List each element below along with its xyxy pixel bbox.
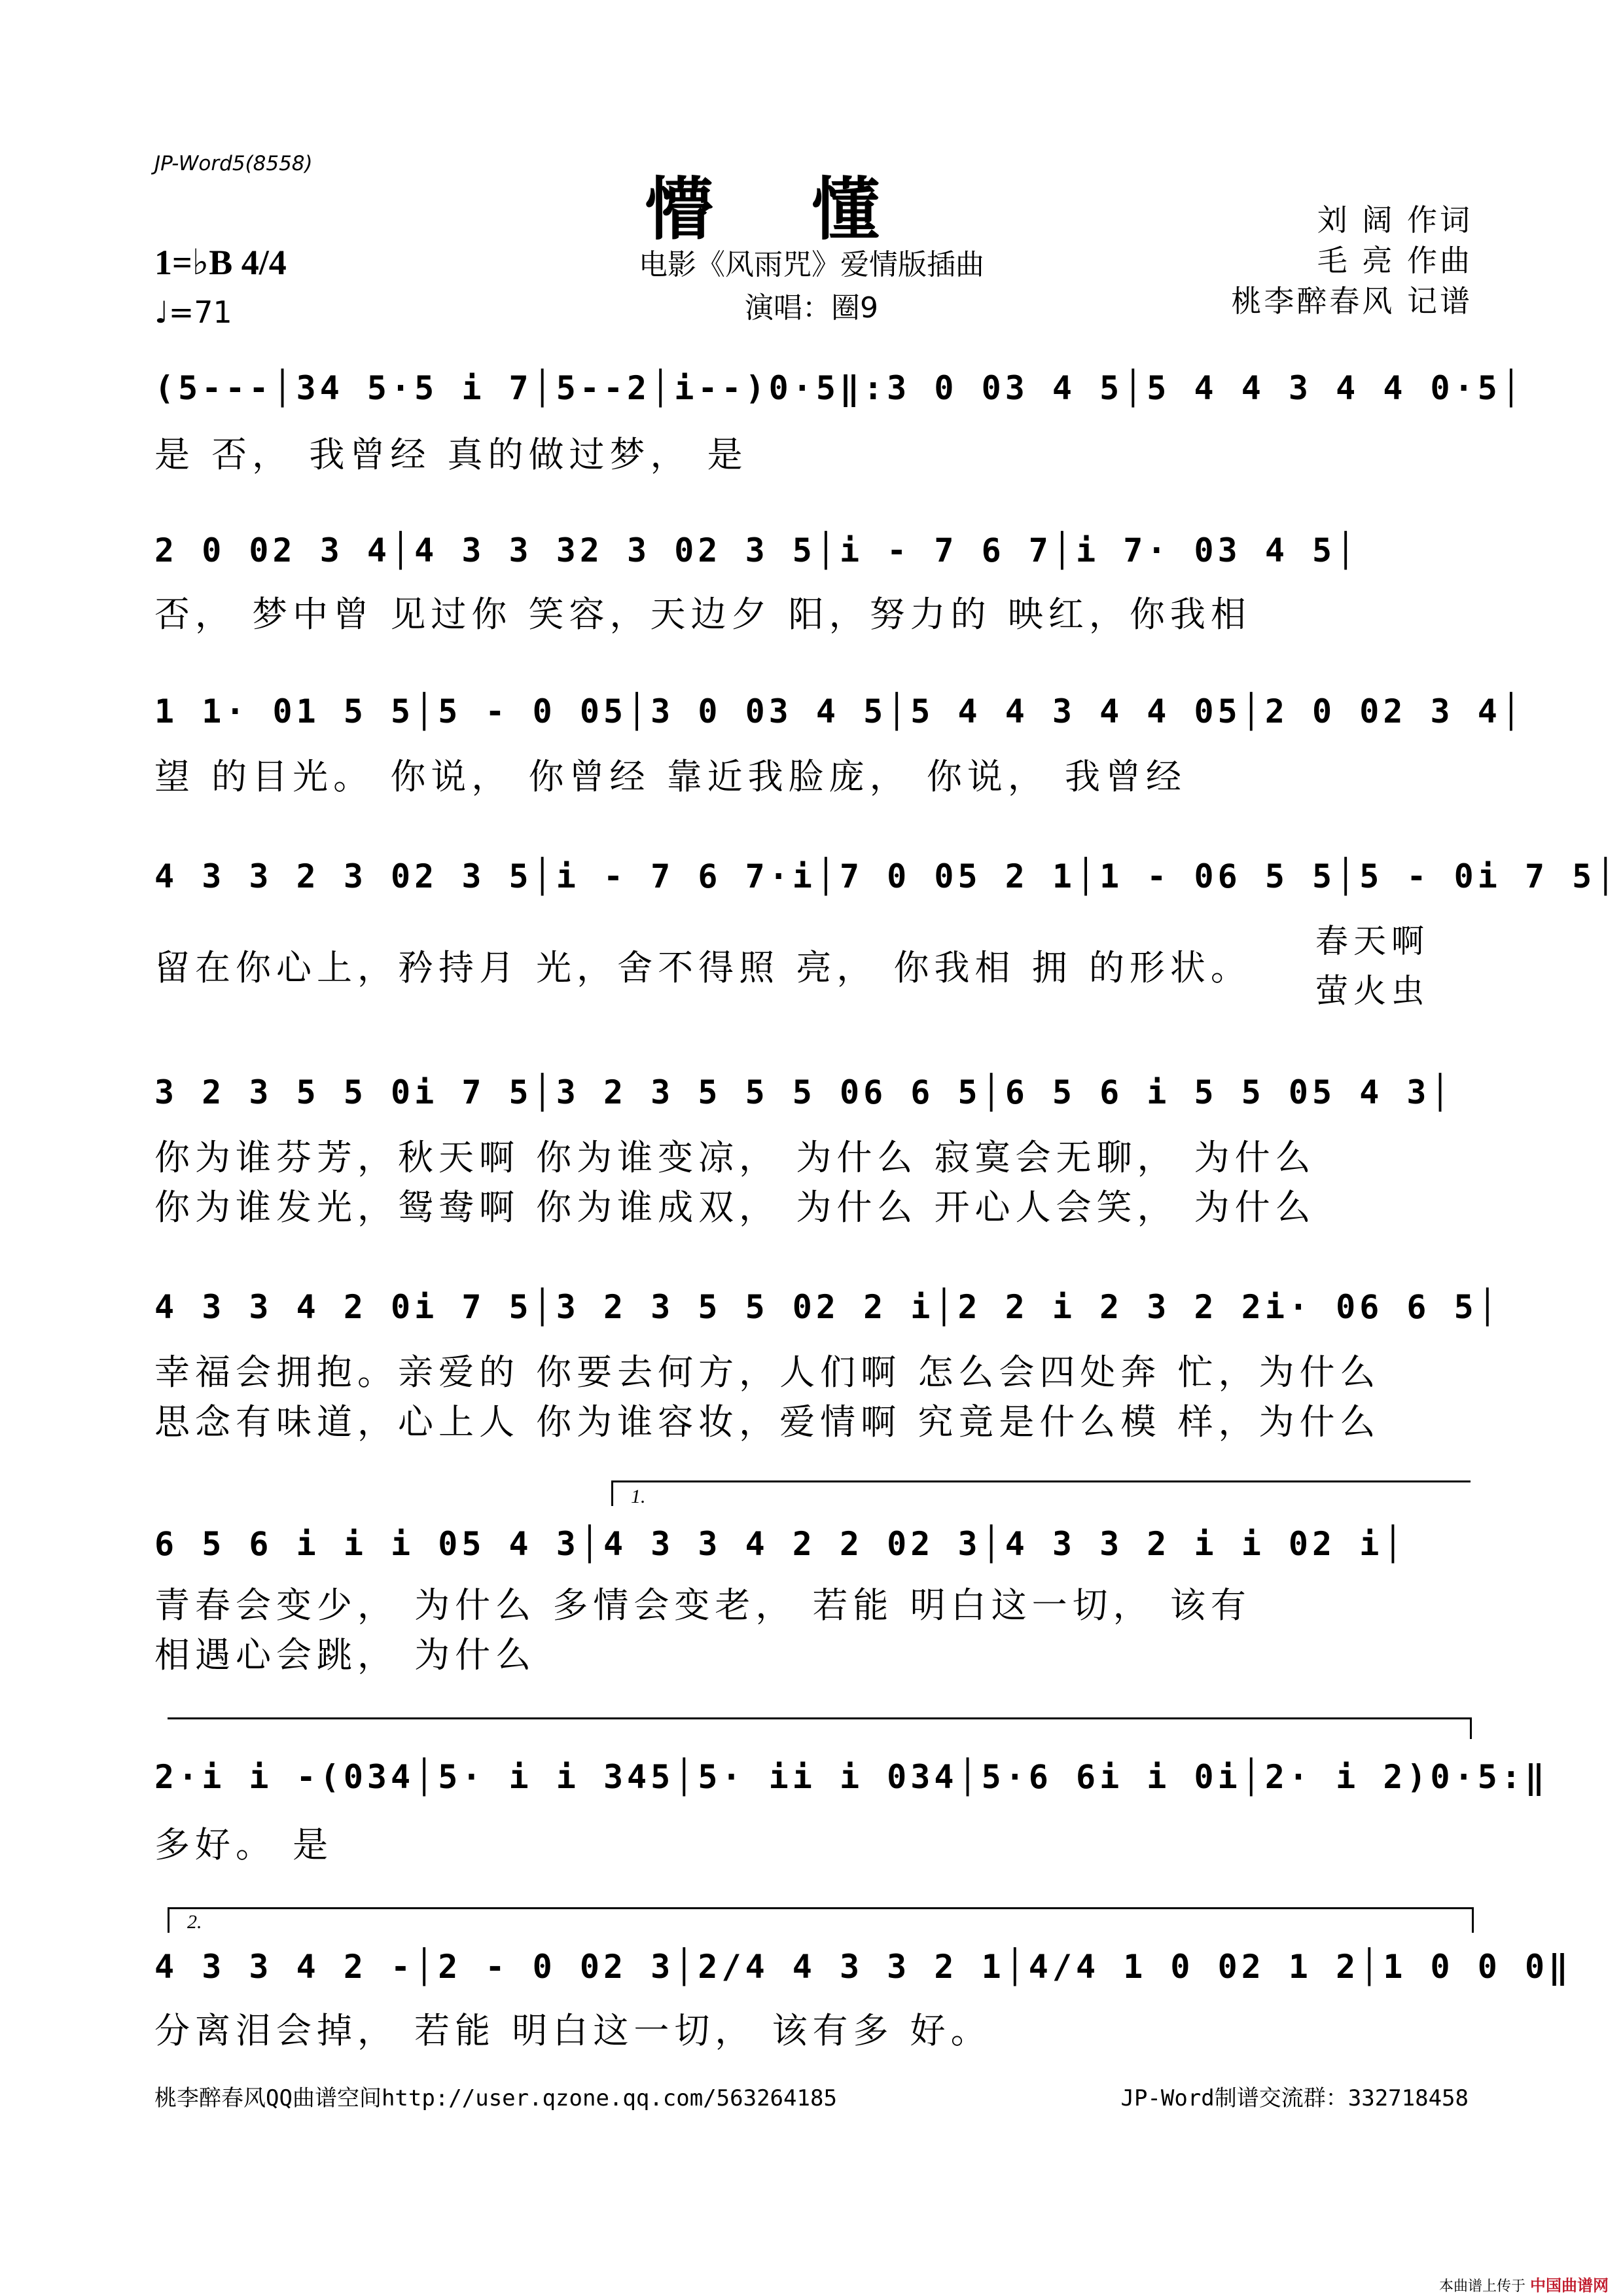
volta-bracket-1 — [611, 1480, 1471, 1506]
notation-line-1: (5---│34 5·5 i 7│5--2│i--)0·5‖:3 0 03 4 5│5 4 4 3 4 4 0·5│ — [154, 369, 1525, 407]
singer-line: 演唱：圈9 — [745, 291, 878, 325]
lyric-line-2: 否， 梦中曾 见过你 笑容，天边夕 阳，努力的 映红，你我相 — [154, 594, 1251, 635]
lyric-line-7a: 青春会变少， 为什么 多情会变老， 若能 明白这一切， 该有 — [154, 1585, 1251, 1626]
notation-line-9: 4 3 3 4 2 -│2 - 0 02 3│2/4 4 3 3 2 1│4/4 1 0 02 1 2│1 0 0 0‖ — [154, 1948, 1573, 1986]
lyricist-credit: 刘 阔 作词 — [1317, 202, 1472, 238]
lyric-line-9: 分离泪会掉， 若能 明白这一切， 该有多 好。 — [154, 2010, 991, 2051]
composer-credit: 毛 亮 作曲 — [1317, 243, 1472, 278]
volta-bracket-1-continued — [168, 1717, 1472, 1739]
lyric-line-5a: 你为谁芬芳，秋天啊 你为谁变凉， 为什么 寂寞会无聊， 为什么 — [154, 1137, 1316, 1178]
tempo-marking: ♩=71 — [154, 295, 232, 330]
volta-bracket-2 — [168, 1907, 1474, 1933]
notation-line-6: 4 3 3 4 2 0i 7 5│3 2 3 5 5 02 2 i│2 2 i 2 3 2 2i· 06 6 5│ — [154, 1288, 1501, 1326]
verse-aside-2: 萤火虫 — [1315, 972, 1429, 1010]
notation-line-5: 3 2 3 5 5 0i 7 5│3 2 3 5 5 5 06 6 5│6 5 6 i 5 5 05 4 3│ — [154, 1073, 1454, 1111]
site-logo: 中国曲谱网 — [1530, 2276, 1609, 2295]
footer-left: 桃李醉春风QQ曲谱空间http://user.qzone.qq.com/563264185 — [154, 2085, 837, 2111]
song-title: 懵懂 — [645, 169, 978, 249]
notation-line-8: 2·i i -(034│5· i i 345│5· ii i 034│5·6 6i i 0i│2· i 2)0·5:‖ — [154, 1758, 1549, 1796]
song-subtitle: 电影《风雨咒》爱情版插曲 — [639, 248, 984, 281]
transcriber-credit: 桃李醉春风 记谱 — [1231, 283, 1472, 319]
software-label: JP-Word5(8558) — [154, 152, 313, 175]
volta-label-1: 1. — [631, 1486, 646, 1507]
lyric-line-4: 留在你心上，矜持月 光，舍不得照 亮， 你我相 拥 的形状。 — [154, 947, 1251, 988]
lyric-line-6a: 幸福会拥抱。亲爱的 你要去何方，人们啊 怎么会四处奔 忙，为什么 — [154, 1352, 1381, 1393]
lyric-line-7b: 相遇心会跳， 为什么 — [154, 1634, 537, 1676]
lyric-line-6b: 思念有味道，心上人 你为谁容妆，爱情啊 究竟是什么模 样，为什么 — [154, 1401, 1381, 1443]
notation-line-2: 2 0 02 3 4│4 3 3 32 3 02 3 5│i - 7 6 7│i 7· 03 4 5│ — [154, 531, 1360, 569]
upload-badge — [1439, 2272, 1609, 2295]
upload-badge-text: 本曲谱上传于 — [1438, 2278, 1525, 2295]
lyric-line-8: 多好。 是 — [154, 1824, 334, 1865]
key-signature: 1=♭B 4/4 — [154, 243, 287, 282]
notation-line-7: 6 5 6 i i i 05 4 3│4 3 3 4 2 2 02 3│4 3 3 2 i i 02 i│ — [154, 1525, 1407, 1563]
notation-line-4: 4 3 3 2 3 02 3 5│i - 7 6 7·i│7 0 05 2 1│1 - 06 5 5│5 - 0i 7 5│ — [154, 857, 1620, 895]
footer-right: JP-Word制谱交流群：332718458 — [1120, 2085, 1469, 2111]
notation-line-3: 1 1· 01 5 5│5 - 0 05│3 0 03 4 5│5 4 4 3 4 4 05│2 0 02 3 4│ — [154, 692, 1525, 730]
lyric-line-5b: 你为谁发光，鸳鸯啊 你为谁成双， 为什么 开心人会笑， 为什么 — [154, 1187, 1316, 1228]
lyric-line-1: 是 否， 我曾经 真的做过梦， 是 — [154, 434, 748, 475]
lyric-line-3: 望 的目光。 你说， 你曾经 靠近我脸庞， 你说， 我曾经 — [154, 756, 1186, 797]
volta-label-2: 2. — [187, 1911, 202, 1933]
verse-aside-1: 春天啊 — [1315, 922, 1429, 960]
